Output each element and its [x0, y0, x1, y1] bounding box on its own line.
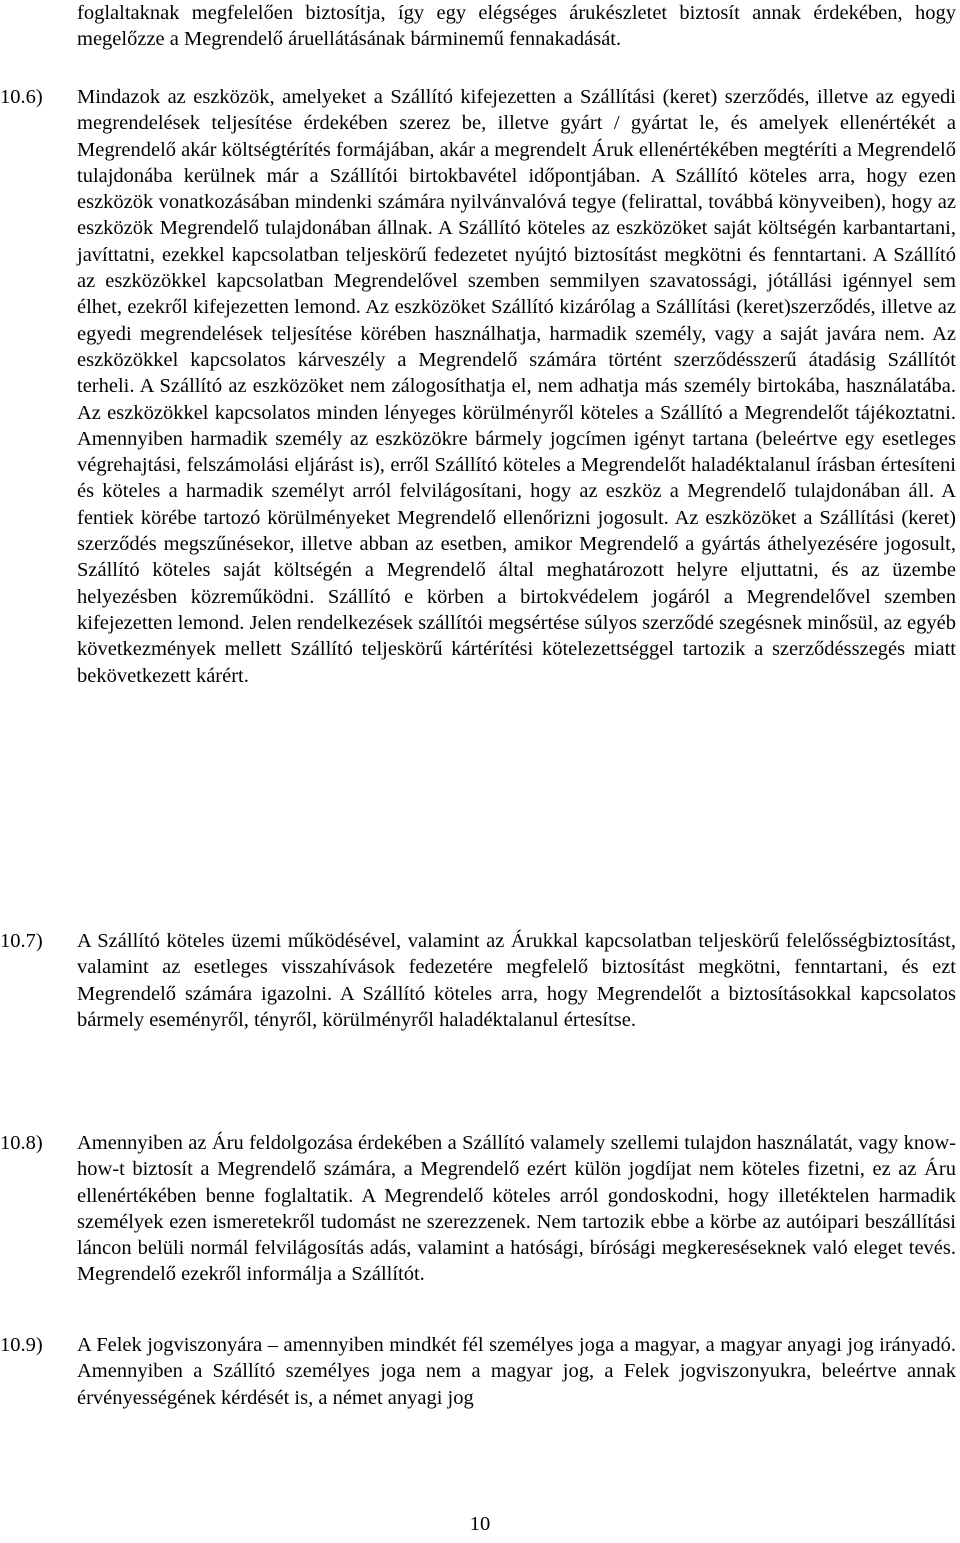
paragraph-text: A Szállító köteles üzemi működésével, valamint az Árukkal kapcsolatban teljeskörű felelősségbiztosítást, valamint az esetleges visszahívások fedezetére megfelelő biztosítást megkötni, fenntartani, és ezt Megrendelő számára igazolni. A Szállító köteles arra, hogy Megrendelőt a biztosításokkal kapcsolatos bármely eseményről, tényről, körülményről haladéktalanul értesítse.	[77, 930, 956, 1031]
continuation-text: foglaltaknak megfelelően biztosítja, így egy elégséges árukészletet biztosít annak érdekében, hogy megelőzze a Megrendelő áruellátásának bárminemű fennakadását.	[77, 2, 956, 51]
paragraph-number: 10.7)	[0, 930, 43, 952]
paragraph-10-6	[0, 84, 956, 689]
paragraph-10-7	[0, 928, 956, 1033]
page-number: 10	[469, 1513, 491, 1535]
paragraph-number: 10.6)	[0, 86, 43, 108]
paragraph-number: 10.8)	[0, 1132, 43, 1154]
paragraph-text: Amennyiben az Áru feldolgozása érdekében a Szállító valamely szellemi tulajdon használatát, vagy know-how-t biztosít a Megrendelő számára, a Megrendelő ezért külön jogdíjat nem köteles fizetni, ez az Áru ellenértékében benne foglaltatik. A Megrendelő köteles arról gondoskodni, hogy illetéktelen harmadik személyek ezen ismeretekről tudomást ne szerezzenek. Nem tartozik ebbe a körbe az autóipari beszállítási láncon belüli normál felvilágosítás adás, valamint a hatósági, bírósági megkereséseknek való eleget tevés. Megrendelő ezekről informálja a Szállítót.	[77, 1132, 956, 1286]
paragraph-text: Mindazok az eszközök, amelyeket a Szállító kifejezetten a Szállítási (keret) szerződés, illetve az egyedi megrendelések teljesítése érdekében szerez be, illetve gyárt / gyártat le, és amelyek ellenértékét a Megrendelő akár költségtérítés formájában, akár a megrendelt Áruk ellenértékében megtéríti a Megrendelő tulajdonába kerülnek már a Szállítói birtokbavétel időpontjában. A Szállító köteles arra, hogy ezen eszközök vonatkozásában mindenki számára nyilvánvalóvá tegye (felirattal, továbbá könyveiben), hogy az eszközök Megrendelő tulajdonában állnak. A Szállító köteles az eszközöket saját költségén karbantartani, javíttatni, ezekkel kapcsolatban teljeskörű fedezetet nyújtó biztosítást megkötni és fenntartani. A Szállító az eszközökkel kapcsolatban Megrendelővel szemben semmilyen szavatossági, jótállási igénnyel sem élhet, ezekről kifejezetten lemond. Az eszközöket Szállító kizárólag a Szállítási (keret)szerződés, illetve az egyedi megrendelések teljesítése körében használhatja, harmadik személy, vagy a saját javára nem. Az eszközökkel kapcsolatos kárveszély a Megrendelő számára történt szerződésszerű átadásig Szállítót terheli. A Szállító az eszközöket nem zálogosíthatja el, nem adhatja más személy birtokába, használatába. Az eszközökkel kapcsolatos minden lényeges körülményről köteles a Szállító a Megrendelőt tájékoztatni. Amennyiben harmadik személy az eszközökre bármely jogcímen igényt tartana (beleértve egy esetleges végrehajtási, felszámolási eljárást is), erről Szállító köteles a Megrendelőt haladéktalanul írásban értesíteni és köteles a harmadik személyt arról felvilágosítani, hogy az eszköz a Megrendelő tulajdonában áll. A fentiek körébe tartozó körülményeket Megrendelő ellenőrizni jogosult. Az eszközöket a Szállítási (keret) szerződés megszűnésekor, illetve abban az esetben, amikor Megrendelő a gyártás áthelyezésére jogosult, Szállító köteles saját költségén a Megrendelő által meghatározott helyre eljuttatni, és az üzembe helyezésben közreműködni. Szállító e körben a birtokvédelem jogáról a Megrendelővel szemben kifejezetten lemond. Jelen rendelkezések szállítói megsértése súlyos szerződé szegésnek minősül, az egyéb következmények mellett Szállító teljeskörű kártérítési kötelezettséggel tartozik a szerződésszegés miatt bekövetkezett kárért.	[77, 86, 956, 687]
paragraph-10-8	[0, 1130, 956, 1288]
paragraph-number: 10.9)	[0, 1334, 43, 1356]
paragraph-10-9	[0, 1332, 956, 1411]
paragraph-text: A Felek jogviszonyára – amennyiben mindkét fél személyes joga a magyar, a magyar anyagi jog irányadó. Amennyiben a Szállító személyes joga nem a magyar jog, a Felek jogviszonyukra, beleértve annak érvényességének kérdését is, a német anyagi jog	[77, 1334, 956, 1409]
